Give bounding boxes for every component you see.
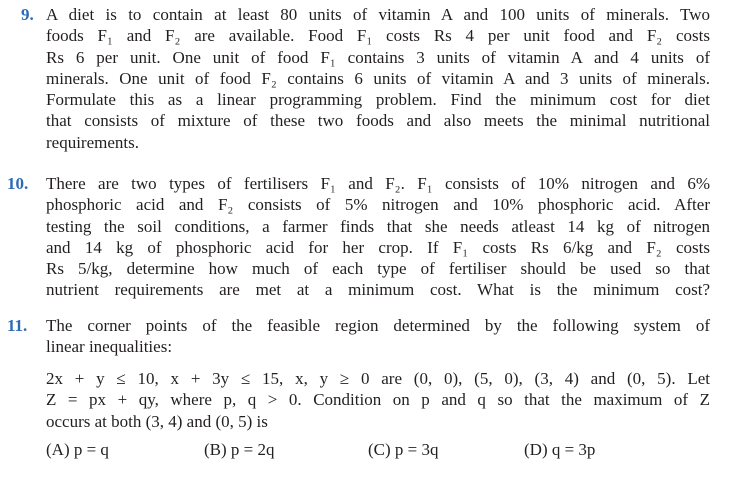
text-line: requirements. <box>46 132 139 152</box>
text-line: There are two types of fertilisers F₁ and F₂. F₁ consists of 10% nitrogen and 6% <box>46 174 710 193</box>
answer-options <box>46 440 706 464</box>
text-line: phosphoric acid and F₂ consists of 5% nitrogen and 10% phosphoric acid. After <box>46 195 710 215</box>
text-line: Rs 6 per unit. One unit of food F₁ contains 3 units of vitamin A and 4 units of <box>46 47 710 67</box>
text-line: and 14 kg of phosphoric acid for her crop. If F₁ costs Rs 6/kg and F₂ costs <box>46 237 710 257</box>
text-line: linear inequalities: <box>46 337 173 357</box>
question-number: 9. <box>21 5 34 24</box>
text-line: foods F₁ and F₂ are available. Food F₁ costs Rs 4 per unit food and F₂ costs <box>46 26 710 46</box>
question-subtext <box>46 368 710 432</box>
text-line: Formulate this as a linear programming problem. Find the minimum cost for diet <box>46 90 710 110</box>
text-line: Rs 5/kg, determine how much of each type of fertiliser should be used so that <box>46 259 710 279</box>
question-text <box>46 173 710 301</box>
text-line: nutrient requirements are met at a minimum cost. What is the minimum cost? <box>46 280 710 300</box>
text-line: that consists of mixture of these two foods and also meets the minimal nutritional <box>46 111 710 131</box>
text-line: testing the soil conditions, a farmer finds that she needs atleast 14 kg of nitrogen <box>46 216 710 236</box>
question-text <box>46 4 710 153</box>
option-d[interactable]: (D) q = 3p <box>524 440 596 459</box>
text-line: occurs at both (3, 4) and (0, 5) is <box>46 411 268 431</box>
option-a[interactable]: (A) p = q <box>46 440 109 459</box>
text-line: minerals. One unit of food F₂ contains 6 units of vitamin A and 3 units of minerals. <box>46 68 710 88</box>
question-number: 11. <box>7 316 28 335</box>
text-line: The corner points of the feasible region determined by the following system of <box>46 316 710 335</box>
option-b[interactable]: (B) p = 2q <box>204 440 275 459</box>
option-c[interactable]: (C) p = 3q <box>368 440 439 459</box>
question-number: 10. <box>7 174 29 193</box>
text-line: A diet is to contain at least 80 units of vitamin A and 100 units of minerals. Two <box>46 5 710 24</box>
text-line: 2x + y ≤ 10, x + 3y ≤ 15, x, y ≥ 0 are (0, 0), (5, 0), (3, 4) and (0, 5). Let <box>46 369 710 388</box>
question-text <box>46 315 710 358</box>
text-line: Z = px + qy, where p, q > 0. Condition on p and q so that the maximum of Z <box>46 390 710 410</box>
